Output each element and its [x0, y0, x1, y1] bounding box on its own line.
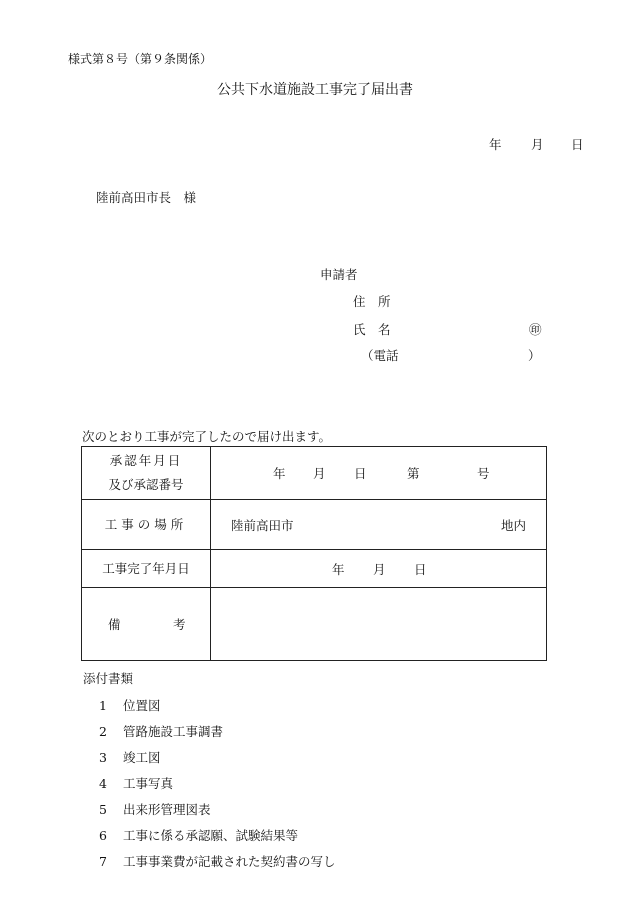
attachment-num: 5 — [99, 802, 107, 817]
location-value-cell[interactable] — [211, 500, 547, 550]
date-year-label: 年 — [489, 137, 502, 152]
attachment-num: 1 — [99, 698, 107, 713]
approval-label-line1: 承認年月日 — [109, 453, 183, 468]
seal-mark: ㊞ — [529, 322, 542, 337]
attachment-text: 位置図 — [123, 698, 161, 713]
phone-close-paren: ） — [528, 348, 541, 363]
approval-label-line2: 及び承認番号 — [108, 477, 184, 492]
attachment-num: 7 — [99, 854, 107, 869]
attachment-item — [99, 696, 161, 714]
attachment-item — [99, 722, 223, 740]
attachment-num: 6 — [99, 828, 107, 843]
attachment-text: 竣工図 — [123, 750, 161, 765]
attachment-num: 2 — [99, 724, 107, 739]
recipient: 陸前高田市長 様 — [96, 190, 197, 205]
attachment-item — [99, 774, 173, 792]
completion-date-row — [82, 550, 547, 588]
attachment-num: 4 — [99, 776, 107, 791]
phone-label: （電話 — [361, 348, 399, 363]
completion-form-table — [81, 446, 547, 661]
completion-day-label: 日 — [414, 561, 427, 577]
approval-month-label: 月 — [313, 466, 326, 481]
document-title: 公共下水道施設工事完了届出書 — [217, 82, 413, 98]
address-label: 住 所 — [353, 294, 391, 309]
approval-label-cell — [82, 447, 211, 500]
remarks-value-cell[interactable] — [211, 588, 547, 661]
attachment-text: 工事写真 — [123, 776, 174, 791]
attachment-text: 出来形管理図表 — [123, 802, 211, 817]
remarks-label-right: 考 — [173, 617, 186, 632]
remarks-label-left: 備 — [108, 617, 121, 632]
applicant-label: 申請者 — [320, 267, 358, 282]
location-row — [82, 500, 547, 550]
attachment-item — [99, 826, 298, 844]
attachment-item — [99, 852, 336, 870]
attachment-text: 工事事業費が記載された契約書の写し — [123, 854, 336, 869]
completion-date-value-cell[interactable] — [211, 550, 547, 588]
attachment-text: 工事に係る承認願、試験結果等 — [123, 828, 299, 843]
date-day-label: 日 — [571, 137, 584, 152]
completion-date-label: 工事完了年月日 — [102, 560, 190, 576]
location-label: 工事の場所 — [104, 516, 188, 532]
completion-month-label: 月 — [373, 561, 386, 577]
attachments-title: 添付書類 — [83, 671, 134, 686]
date-month-label: 月 — [531, 137, 544, 152]
approval-year-label: 年 — [273, 466, 286, 481]
location-label-cell — [82, 500, 211, 550]
completion-year-label: 年 — [332, 561, 345, 577]
approval-value-cell[interactable] — [211, 447, 547, 500]
form-number: 様式第８号（第９条関係） — [68, 52, 213, 66]
attachment-item — [99, 748, 161, 766]
location-suffix: 地内 — [501, 517, 527, 533]
approval-go-label: 号 — [477, 466, 490, 481]
completion-date-label-cell — [82, 550, 211, 588]
approval-day-label: 日 — [354, 466, 367, 481]
approval-row — [82, 447, 547, 500]
name-label: 氏 名 — [353, 322, 391, 337]
intro-text: 次のとおり工事が完了したので届け出ます。 — [82, 429, 332, 444]
remarks-row — [82, 588, 547, 661]
location-city: 陸前高田市 — [231, 517, 294, 533]
approval-dai-label: 第 — [407, 466, 420, 481]
attachment-item — [99, 800, 211, 818]
attachment-num: 3 — [99, 750, 107, 765]
attachment-text: 管路施設工事調書 — [123, 724, 224, 739]
remarks-label-cell — [82, 588, 211, 661]
